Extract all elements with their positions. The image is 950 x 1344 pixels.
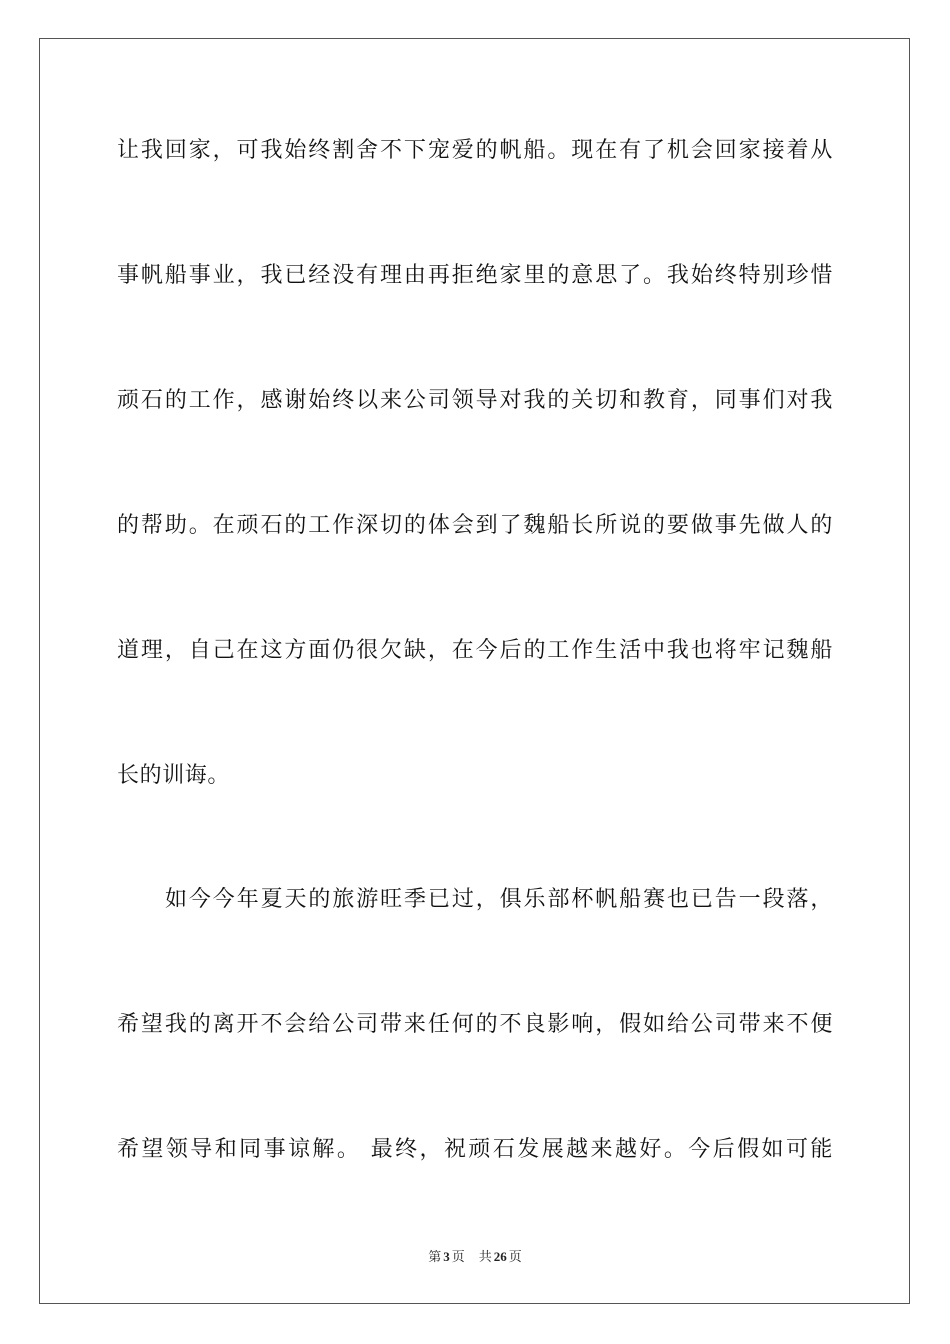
page-footer: [0, 1249, 950, 1265]
body-text-line: 的帮助。在顽石的工作深切的体会到了魏船长所说的要做事先做人的: [117, 513, 833, 538]
footer-page-number: 3: [443, 1249, 450, 1264]
footer-page-prefix: 第: [428, 1249, 442, 1264]
footer-page-suffix: 页: [451, 1249, 465, 1264]
body-text-line: 希望我的离开不会给公司带来任何的不良影响，假如给公司带来不便: [117, 1012, 833, 1037]
body-text-line: 顽石的工作，感谢始终以来公司领导对我的关切和教育，同事们对我: [117, 388, 833, 413]
footer-total-suffix: 页: [508, 1249, 522, 1264]
body-text-line: 希望领导和同事谅解。 最终，祝顽石发展越来越好。今后假如可能: [117, 1137, 833, 1162]
body-text-line: 长的训诲。: [117, 763, 231, 788]
page-border: [39, 38, 910, 1304]
body-text-line: 让我回家，可我始终割舍不下宠爱的帆船。现在有了机会回家接着从: [117, 138, 833, 163]
body-text-line: 道理，自己在这方面仍很欠缺，在今后的工作生活中我也将牢记魏船: [117, 638, 833, 663]
footer-total-prefix: 共: [478, 1249, 492, 1264]
body-text-line: 事帆船事业，我已经没有理由再拒绝家里的意思了。我始终特别珍惜: [117, 263, 833, 288]
footer-total-pages: 26: [493, 1249, 507, 1264]
paragraph-first-line: 如今今年夏天的旅游旺季已过，俱乐部杯帆船赛也已告一段落，: [165, 887, 833, 912]
